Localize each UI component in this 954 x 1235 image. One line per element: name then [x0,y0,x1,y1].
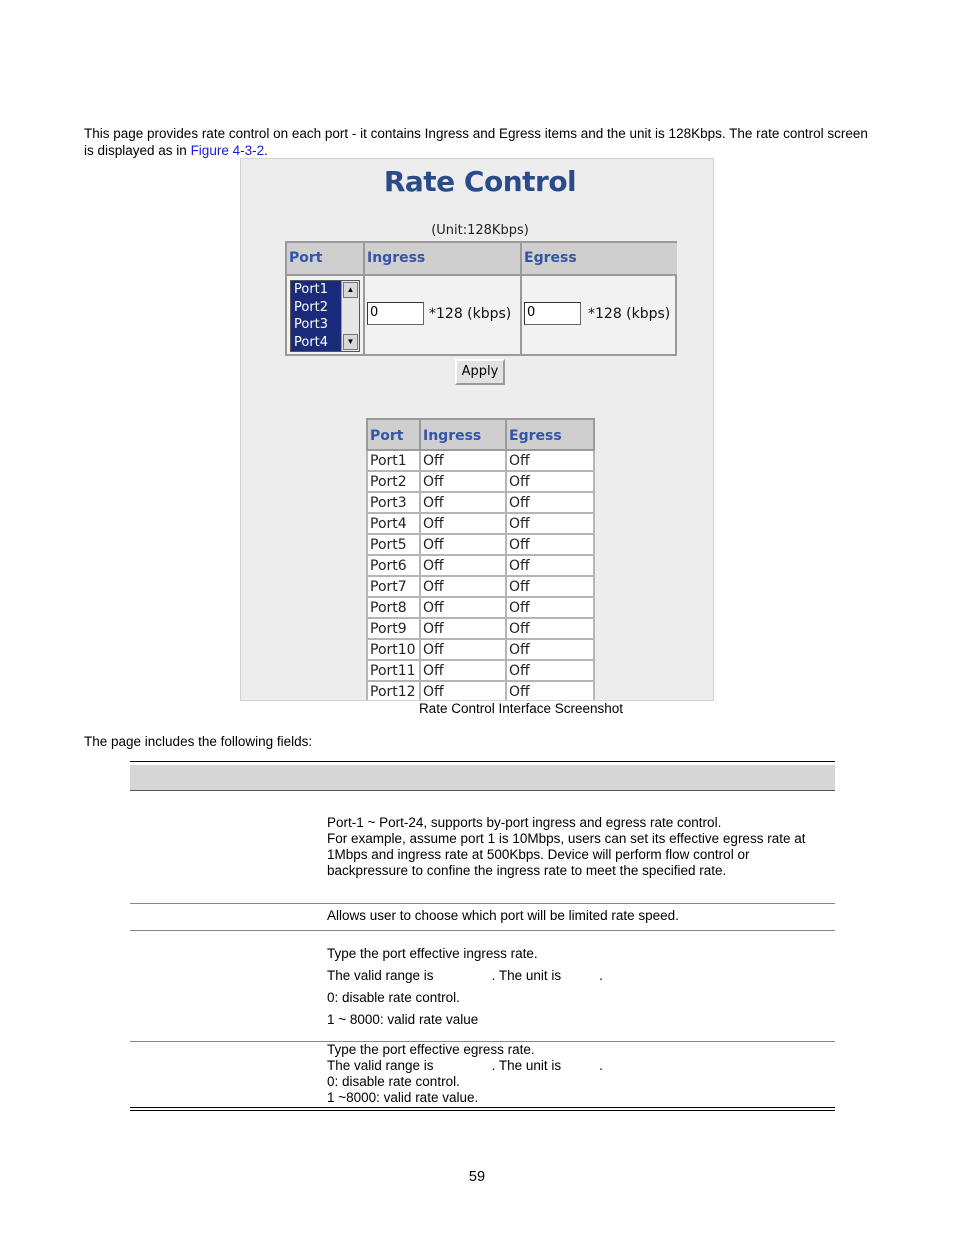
status-egress-cell: Off [506,513,594,534]
status-port-cell: Port8 [367,597,420,618]
status-row [367,471,594,492]
status-ingress-cell: Off [420,660,506,681]
status-port-cell: Port9 [367,618,420,639]
range-text: The valid range is [327,1058,434,1073]
ingress-multiplier: *128 (kbps) [429,306,512,322]
egress-multiplier: *128 (kbps) [588,306,671,322]
egress-header: Egress [522,243,677,274]
scroll-up-icon[interactable]: ▲ [343,282,358,298]
port-description: Allows user to choose which port will be limited rate speed. [327,908,679,923]
status-port-cell: Port11 [367,660,420,681]
status-egress-cell: Off [506,555,594,576]
status-egress-cell: Off [506,597,594,618]
port-option[interactable]: Port4 [291,334,341,352]
status-port-cell: Port7 [367,576,420,597]
status-row [367,534,594,555]
table-top-rule [130,761,835,762]
ingress-header: Ingress [365,243,522,274]
status-egress-cell: Off [506,534,594,555]
status-ingress-cell: Off [420,513,506,534]
status-row [367,681,594,701]
status-egress-cell: Off [506,660,594,681]
unit-text: . The unit is [491,968,562,983]
status-egress-cell: Off [506,576,594,597]
fields-intro: The page includes the following fields: [84,734,313,749]
egress-description [327,1042,832,1106]
status-ingress-cell: Off [420,639,506,660]
rate-control-screenshot [240,158,714,701]
status-ingress-cell: Off [420,681,506,701]
unit-text: . The unit is [491,1058,562,1073]
unit-label: (Unit:128Kbps) [431,223,529,238]
egress-cell [522,274,677,354]
status-row [367,597,594,618]
status-row [367,660,594,681]
ingress-range-line [327,968,832,984]
status-port-cell: Port5 [367,534,420,555]
port-cell [287,274,365,354]
status-port-cell: Port10 [367,639,420,660]
status-table [366,418,595,701]
status-egress-cell: Off [506,450,594,471]
status-egress-cell: Off [506,492,594,513]
status-ingress-header: Ingress [420,419,506,450]
port-option[interactable]: Port3 [291,316,341,334]
status-port-cell: Port1 [367,450,420,471]
status-egress-cell: Off [506,618,594,639]
status-ingress-cell: Off [420,597,506,618]
egress-range-line [327,1058,832,1074]
status-port-cell: Port12 [367,681,420,701]
figure-caption: Rate Control Interface Screenshot [418,701,624,716]
status-port-cell: Port3 [367,492,420,513]
intro-paragraph [84,125,874,159]
overview-line: For example, assume port 1 is 10Mbps, users can set its effective egress rate at [327,831,806,846]
status-egress-cell: Off [506,471,594,492]
status-row [367,513,594,534]
status-port-cell: Port4 [367,513,420,534]
row-divider [130,930,835,931]
range-text: The valid range is [327,968,434,983]
figure-link[interactable]: Figure 4-3-2 [190,143,265,158]
ingress-desc-line: 1 ~ 8000: valid rate value [327,1012,479,1027]
status-ingress-cell: Off [420,618,506,639]
status-ingress-cell: Off [420,492,506,513]
overview-line: backpressure to confine the ingress rate to meet the specified rate. [327,863,727,878]
intro-text: This page provides rate control on each port - it contains Ingress and Egress items and the unit is 128Kbps. The rate control screen is displayed as in [84,126,868,158]
status-row [367,492,594,513]
intro-end: . [264,143,268,158]
ingress-desc-line: Type the port effective ingress rate. [327,946,538,961]
egress-desc-line: 1 ~8000: valid rate value. [327,1090,479,1105]
status-ingress-cell: Off [420,450,506,471]
port-option[interactable]: Port2 [291,299,341,317]
table-bottom-rule [130,1107,835,1108]
overview-line: Port-1 ~ Port-24, supports by-port ingress and egress rate control. [327,815,722,830]
status-row [367,576,594,597]
status-port-cell: Port2 [367,471,420,492]
port-option[interactable]: Port1 [291,281,341,299]
ingress-description [327,946,832,1028]
status-egress-header: Egress [506,419,594,450]
period: . [599,968,603,983]
port-listbox[interactable] [290,280,360,352]
table-bottom-rule [130,1110,835,1111]
status-egress-cell: Off [506,639,594,660]
period: . [599,1058,603,1073]
overview-description [327,815,832,879]
status-row [367,618,594,639]
status-port-cell: Port6 [367,555,420,576]
status-row [367,639,594,660]
apply-button[interactable]: Apply [455,359,505,385]
egress-desc-line: 0: disable rate control. [327,1074,460,1089]
egress-input[interactable]: 0 [524,302,581,325]
table-header-bar [130,765,835,791]
ingress-input[interactable]: 0 [367,302,424,325]
status-ingress-cell: Off [420,471,506,492]
status-egress-cell: Off [506,681,594,701]
status-row [367,450,594,471]
ingress-desc-line: 0: disable rate control. [327,990,460,1005]
row-divider [130,903,835,904]
port-header: Port [287,243,365,274]
status-ingress-cell: Off [420,534,506,555]
egress-desc-line: Type the port effective egress rate. [327,1042,535,1057]
port-scrollbar[interactable] [341,281,359,351]
overview-line: 1Mbps and ingress rate at 500Kbps. Device will perform flow control or [327,847,750,862]
status-row [367,555,594,576]
status-ingress-cell: Off [420,555,506,576]
rate-control-form [285,241,677,356]
scroll-down-icon[interactable]: ▼ [343,334,358,350]
rate-control-title: Rate Control [383,165,577,198]
page-number: 59 [468,1169,486,1185]
status-port-header: Port [367,419,420,450]
status-ingress-cell: Off [420,576,506,597]
ingress-cell [365,274,522,354]
